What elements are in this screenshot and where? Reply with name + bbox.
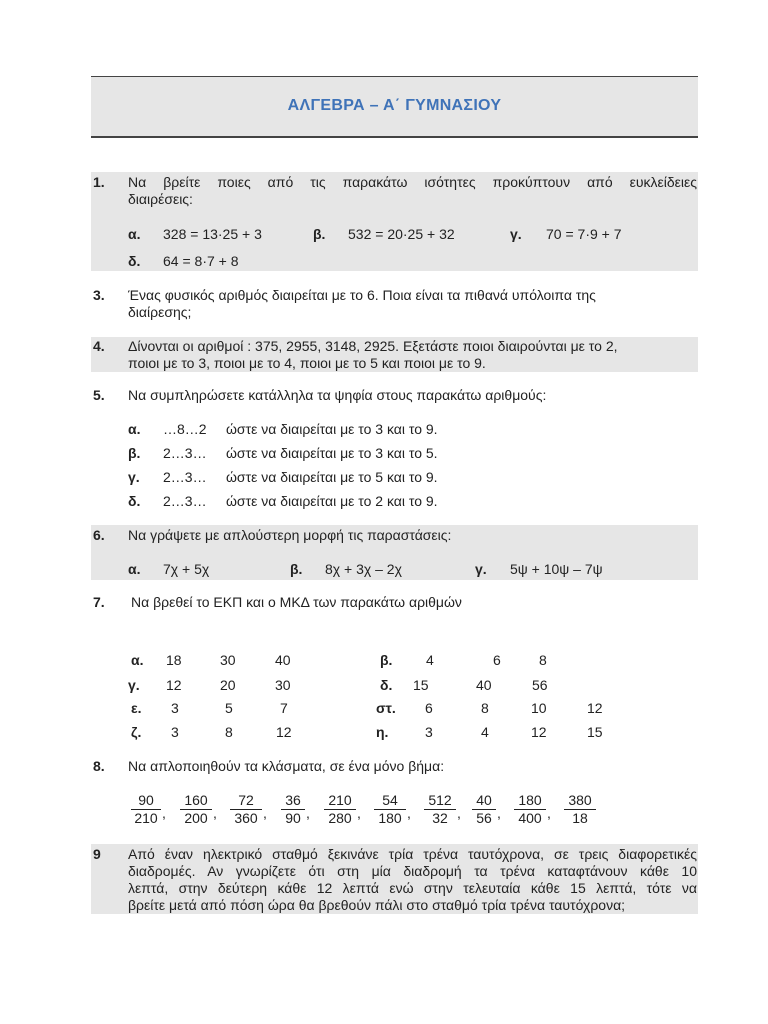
q1-item-expr: 64 = 8·7 + 8 <box>163 253 239 269</box>
q7-cell: 15 <box>413 677 429 693</box>
q9-text-line: διαδρομές. Αν γνωρίζετε ότι στη μία διαδρομή τα τρένα καταφτάνουν κάθε 10 <box>128 863 697 879</box>
fraction <box>281 792 305 827</box>
q4-number: 4. <box>93 338 105 354</box>
fraction-separator: , <box>357 805 361 821</box>
fraction-separator: , <box>162 805 166 821</box>
q1-text-line1: Να βρείτε ποιες από τις παρακάτω ισότητες προκύπτουν από ευκλείδειες <box>128 174 697 190</box>
fraction-numerator: 180 <box>518 792 542 808</box>
fraction-numerator: 36 <box>285 792 301 808</box>
q5-item-label: δ. <box>128 493 141 509</box>
q5-item-number: 2…3… <box>163 493 207 509</box>
q9-text-line: βρείτε μετά από πόση ώρα θα βρεθούν πάλι στο σταθμό τρία τρένα ταυτόχρονα; <box>128 897 626 913</box>
fraction-numerator: 210 <box>328 792 352 808</box>
fraction-denominator: 360 <box>230 809 262 827</box>
q7-row-label: γ. <box>128 677 140 693</box>
q1-item-expr: 70 = 7·9 + 7 <box>546 226 622 242</box>
q7-cell: 40 <box>476 677 492 693</box>
q7-cell: 20 <box>220 677 236 693</box>
q1-item-label: α. <box>128 226 141 242</box>
fraction <box>374 792 406 827</box>
q7-cell: 6 <box>493 652 501 668</box>
fraction <box>324 792 356 827</box>
fraction-denominator: 56 <box>472 809 496 827</box>
fraction <box>424 792 456 827</box>
q5-number: 5. <box>93 387 105 403</box>
page-title: ΑΛΓΕΒΡΑ – Α΄ ΓΥΜΝΑΣΙΟΥ <box>287 97 502 114</box>
fraction-separator: , <box>263 805 267 821</box>
q7-cell: 4 <box>481 724 489 740</box>
q3-text-line2: διαίρεσης; <box>128 304 192 320</box>
fraction-separator: , <box>407 805 411 821</box>
q7-row-label: β. <box>380 652 393 668</box>
q7-row-label: δ. <box>380 677 393 693</box>
fraction-denominator: 400 <box>514 809 546 827</box>
q8-number: 8. <box>93 758 105 774</box>
q6-item-label: γ. <box>475 561 487 577</box>
q9-text-line: Από έναν ηλεκτρικό σταθμό ξεκινάνε τρία τρένα ταυτόχρονα, σε τρεις διαφορετικές <box>128 846 697 862</box>
q7-cell: 6 <box>425 700 433 716</box>
fraction-denominator: 210 <box>131 809 161 827</box>
q7-cell: 8 <box>481 700 489 716</box>
q5-item-label: γ. <box>128 469 140 485</box>
q7-cell: 15 <box>587 724 603 740</box>
fraction <box>472 792 496 827</box>
q1-item-label: δ. <box>128 253 141 269</box>
q8-text: Να απλοποιηθούν τα κλάσματα, σε ένα μόνο βήμα: <box>128 758 445 774</box>
fraction-numerator: 40 <box>476 792 492 808</box>
fraction-numerator: 90 <box>138 792 154 808</box>
q5-item-condition: ώστε να διαιρείται με το 2 και το 9. <box>226 493 438 509</box>
q7-cell: 12 <box>166 677 182 693</box>
fraction-denominator: 90 <box>281 809 305 827</box>
q7-cell: 12 <box>587 700 603 716</box>
fraction-separator: , <box>457 805 461 821</box>
q6-text: Να γράψετε με απλούστερη μορφή τις παραστάσεις: <box>128 527 452 543</box>
q5-item-number: 2…3… <box>163 445 207 461</box>
fraction <box>131 792 161 827</box>
q5-item-label: α. <box>128 421 141 437</box>
q6-item-label: α. <box>128 561 141 577</box>
fraction-denominator: 180 <box>374 809 406 827</box>
q7-number: 7. <box>93 594 105 610</box>
q6-item-label: β. <box>290 561 303 577</box>
fraction <box>514 792 546 827</box>
fraction <box>230 792 262 827</box>
q5-item-number: 2…3… <box>163 469 207 485</box>
q7-cell: 3 <box>171 724 179 740</box>
q7-row-label: η. <box>376 724 389 740</box>
q1-item-label: γ. <box>510 226 522 242</box>
q7-cell: 40 <box>275 652 291 668</box>
q1-item-expr: 328 = 13·25 + 3 <box>163 226 262 242</box>
q7-row-label: στ. <box>376 700 396 716</box>
q5-item-label: β. <box>128 445 141 461</box>
fraction-numerator: 72 <box>238 792 254 808</box>
title-box <box>91 76 698 138</box>
q7-cell: 8 <box>225 724 233 740</box>
q7-cell: 30 <box>275 677 291 693</box>
fraction-numerator: 380 <box>568 792 592 808</box>
q3-number: 3. <box>93 287 105 303</box>
q1-item-label: β. <box>313 226 326 242</box>
q3-text-line1: Ένας φυσικός αριθμός διαιρείται με το 6. Ποια είναι τα πιθανά υπόλοιπα της <box>128 287 596 303</box>
q1-item-expr: 532 = 20·25 + 32 <box>348 226 455 242</box>
fraction-separator: , <box>306 805 310 821</box>
q7-row-label: ζ. <box>131 724 142 740</box>
q7-cell: 4 <box>426 652 434 668</box>
q7-row-label: ε. <box>131 700 142 716</box>
q6-number: 6. <box>93 527 105 543</box>
q4-text-line2: ποιοι με το 3, ποιοι με το 4, ποιοι με το 5 και ποιοι με το 9. <box>128 355 486 371</box>
fraction-denominator: 200 <box>180 809 212 827</box>
q7-text: Να βρεθεί το ΕΚΠ και ο ΜΚΔ των παρακάτω αριθμών <box>131 594 462 610</box>
fraction-numerator: 160 <box>184 792 208 808</box>
q1-number: 1. <box>93 174 105 190</box>
fraction-separator: , <box>497 805 501 821</box>
q7-cell: 12 <box>531 724 547 740</box>
q7-cell: 8 <box>539 652 547 668</box>
q7-cell: 3 <box>425 724 433 740</box>
fraction-denominator: 32 <box>424 809 456 827</box>
fraction-denominator: 18 <box>564 809 596 827</box>
q7-cell: 12 <box>276 724 292 740</box>
q5-item-condition: ώστε να διαιρείται με το 3 και το 9. <box>226 421 438 437</box>
q7-cell: 10 <box>531 700 547 716</box>
q7-row-label: α. <box>131 652 144 668</box>
q6-item-expr: 8χ + 3χ – 2χ <box>325 561 402 577</box>
fraction-separator: , <box>213 805 217 821</box>
q9-number: 9 <box>93 846 101 862</box>
q7-cell: 3 <box>171 700 179 716</box>
fraction-denominator: 280 <box>324 809 356 827</box>
q6-item-expr: 7χ + 5χ <box>163 561 210 577</box>
q7-cell: 30 <box>220 652 236 668</box>
q7-cell: 7 <box>280 700 288 716</box>
q4-text-line1: Δίνονται οι αριθμοί : 375, 2955, 3148, 2925. Εξετάστε ποιοι διαιρούνται με το 2, <box>128 338 618 354</box>
q7-cell: 18 <box>166 652 182 668</box>
q6-item-expr: 5ψ + 10ψ – 7ψ <box>510 561 603 577</box>
fraction <box>564 792 596 827</box>
fraction <box>180 792 212 827</box>
q5-item-condition: ώστε να διαιρείται με το 3 και το 5. <box>226 445 438 461</box>
q9-text-line: λεπτά, στην δεύτερη κάθε 12 λεπτά ενώ στην τελευταία κάθε 15 λεπτά, τότε να <box>128 880 697 896</box>
fraction-numerator: 54 <box>382 792 398 808</box>
q7-cell: 56 <box>532 677 548 693</box>
fraction-numerator: 512 <box>428 792 452 808</box>
q5-item-number: …8…2 <box>163 421 207 437</box>
q5-text: Να συμπληρώσετε κατάλληλα τα ψηφία στους παρακάτω αριθμούς: <box>128 387 547 403</box>
q7-cell: 5 <box>225 700 233 716</box>
q5-item-condition: ώστε να διαιρείται με το 5 και το 9. <box>226 469 438 485</box>
q1-text-line2: διαιρέσεις: <box>128 191 193 207</box>
fraction-separator: , <box>547 805 551 821</box>
